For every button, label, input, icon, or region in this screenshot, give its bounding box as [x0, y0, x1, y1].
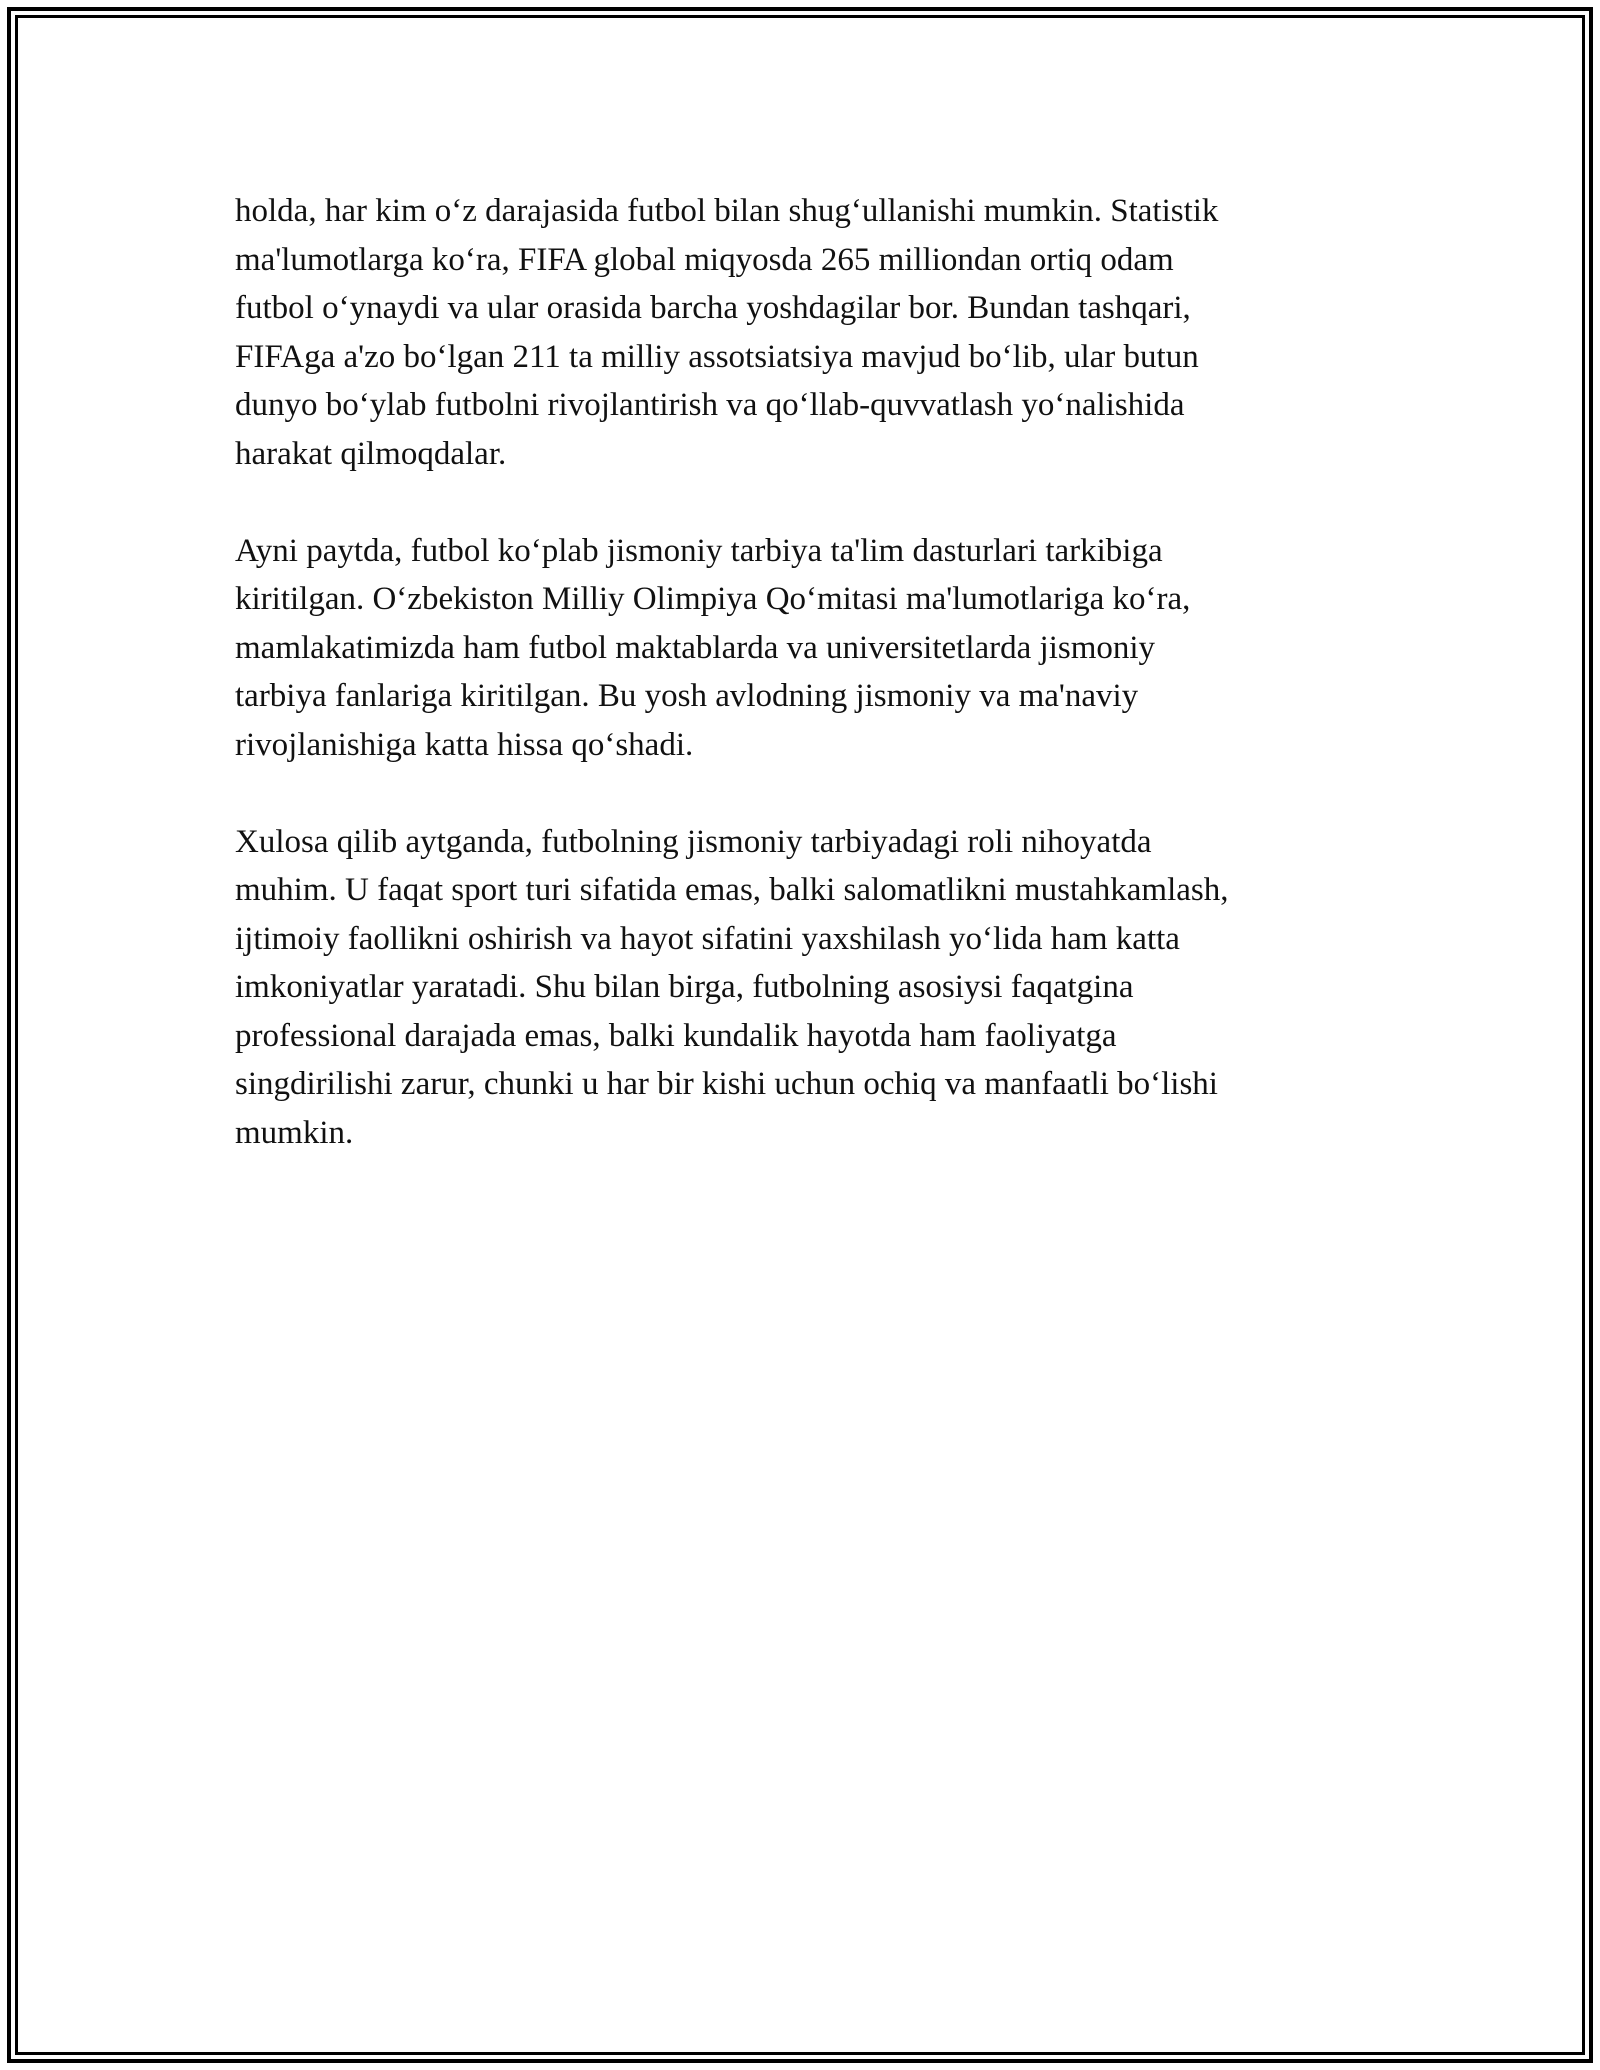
- paragraph-conclusion: Xulosa qilib aytganda, futbolning jismoniy tarbiyadagi roli nihoyatda muhim. U faqat sport turi sifatida emas, balki salomatlikni mustahkamlash, ijtimoiy faollikni oshirish va hayot sifatini yaxshilash yo‘lida ham katta imkoniyatlar yaratadi. Shu bilan birga, futbolning asosiysi faqatgina professional darajada emas, balki kundalik hayotda ham faoliyatga singdirilishi zarur, chunki u har bir kishi uchun ochiq va manfaatli bo‘lishi mumkin.: [235, 823, 1229, 1151]
- paragraph-education: Ayni paytda, futbol ko‘plab jismoniy tarbiya ta'lim dasturlari tarkibiga kiritilgan. O‘zbekiston Milliy Olimpiya Qo‘mitasi ma'lumotlariga ko‘ra, mamlakatimizda ham futbol maktablarda va universitetlarda jismoniy tarbiya fanlariga kiritilgan. Bu yosh avlodning jismoniy va ma'naviy rivojlanishiga katta hissa qo‘shadi.: [235, 532, 1191, 763]
- paragraph-statistics: holda, har kim o‘z darajasida futbol bilan shug‘ullanishi mumkin. Statistik ma'lumotlarga ko‘ra, FIFA global miqyosda 265 milliondan ortiq odam futbol o‘ynaydi va ular orasida barcha yoshdagilar bor. Bundan tashqari, FIFAga a'zo bo‘lgan 211 ta milliy assotsiatsiya mavjud bo‘lib, ular butun dunyo bo‘ylab futbolni rivojlantirish va qo‘llab-quvvatlash yo‘nalishida harakat qilmoqdalar.: [235, 193, 1219, 472]
- document-body: [235, 187, 1365, 1206]
